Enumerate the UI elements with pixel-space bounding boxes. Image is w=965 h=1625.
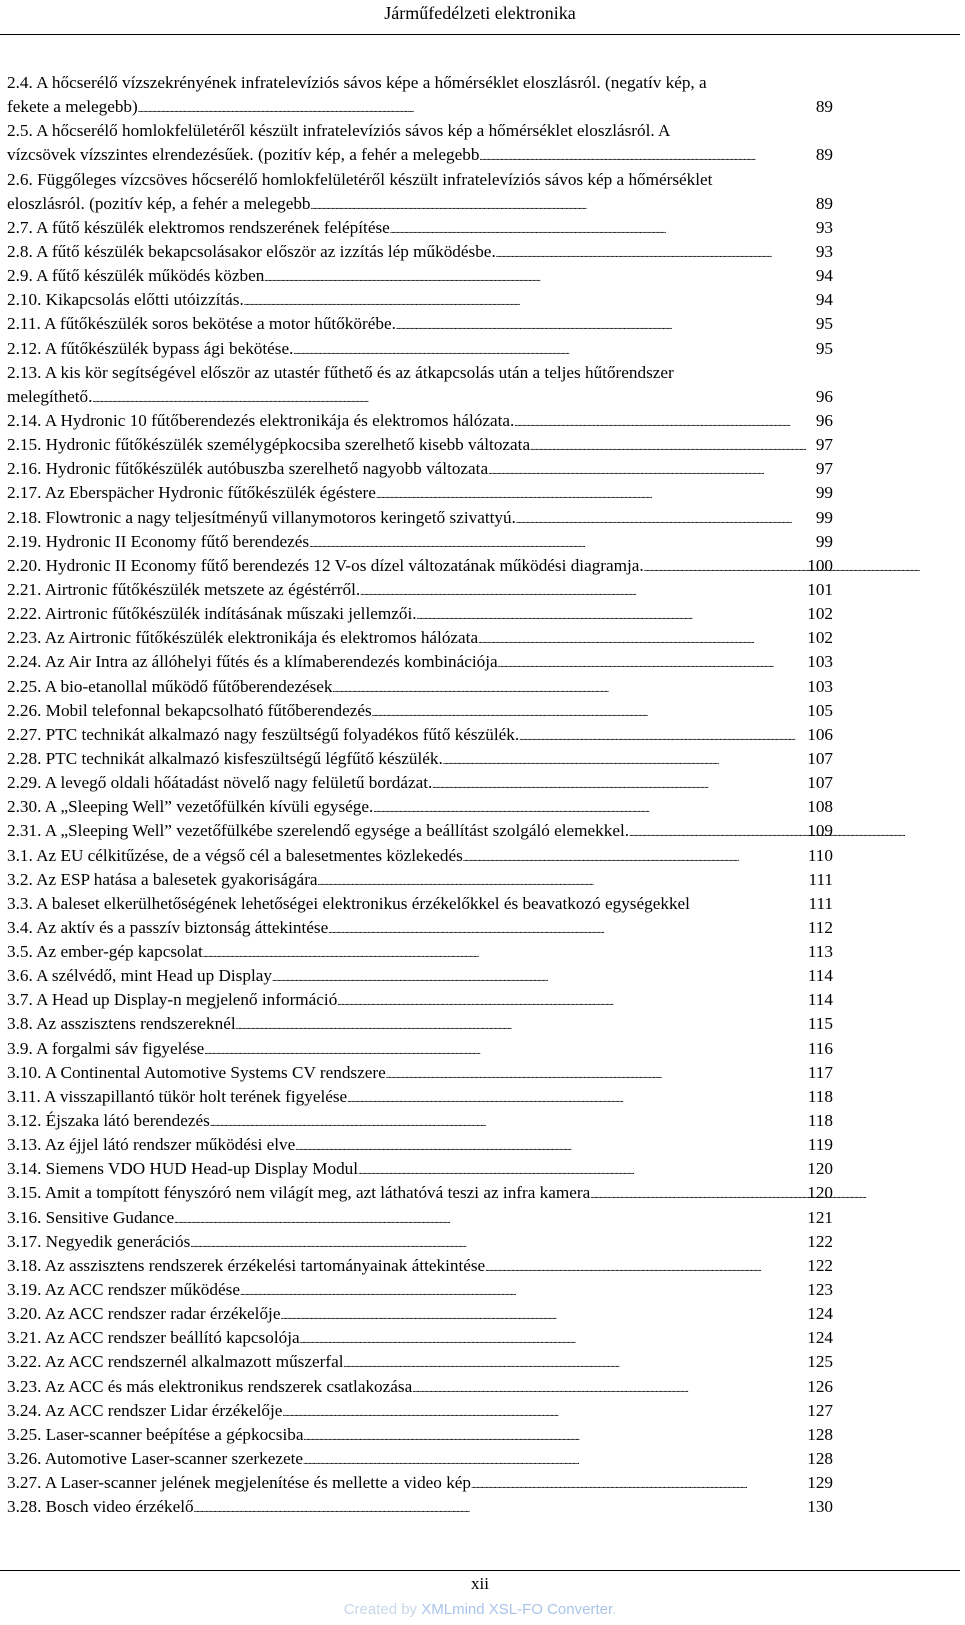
toc-entry-title: 3.20. Az ACC rendszer radar érzékelője [7, 1304, 281, 1324]
dot-leader [530, 433, 810, 459]
toc-page-number: 120 [807, 1159, 833, 1179]
converter-credit [0, 1601, 960, 1618]
toc-entry[interactable] [7, 1012, 833, 1036]
toc-page-number: 119 [807, 1135, 833, 1155]
dot-leader [92, 385, 809, 411]
dot-leader [303, 1447, 801, 1473]
toc-entry[interactable] [7, 1085, 833, 1109]
toc-entry-title: 3.3. A baleset elkerülhetőségének lehetőségei elektronikus érzékelőkkel és beavatkozó egységekkel [7, 893, 690, 913]
dot-leader [644, 554, 802, 580]
credit-brand-link[interactable]: XMLmind XSL-FO Converter [421, 1601, 613, 1618]
dot-leader [485, 1254, 801, 1280]
toc-page-number: 89 [815, 193, 833, 213]
dot-leader [463, 844, 802, 870]
toc-entry-title: 2.15. Hydronic fűtőkészülék személygépkocsiba szerelhető kisebb változata [7, 435, 531, 455]
toc-entry-title: 2.27. PTC technikát alkalmazó nagy feszültségű folyadékos fűtő készülék. [7, 724, 520, 744]
toc-entry[interactable] [7, 216, 833, 240]
toc-entry[interactable] [7, 288, 833, 312]
toc-entry[interactable] [7, 723, 833, 747]
toc-page-number: 99 [815, 531, 833, 551]
dot-leader [282, 1399, 801, 1425]
footer-rule [0, 1570, 960, 1571]
toc-entry[interactable] [7, 1037, 833, 1061]
toc-entry[interactable] [7, 457, 833, 481]
toc-entry-title: 2.7. A fűtő készülék elektromos rendszerének felépítése [7, 217, 390, 237]
toc-page-number: 123 [807, 1280, 833, 1300]
toc-entry[interactable] [7, 409, 833, 433]
toc-entry-title: 2.21. Airtronic fűtőkészülék metszete az égéstérről. [7, 579, 361, 599]
toc-page-number: 111 [808, 869, 833, 889]
toc-entry[interactable] [7, 1399, 833, 1423]
dot-leader [514, 409, 809, 435]
dot-leader [519, 723, 801, 749]
dot-leader [337, 988, 802, 1014]
toc-entry[interactable] [7, 650, 833, 674]
toc-page-number: 108 [807, 797, 833, 817]
toc-page-number: 95 [815, 338, 833, 358]
dot-leader [203, 940, 802, 966]
toc-entry-title: 2.23. Az Airtronic fűtőkészülék elektronikája és elektromos hálózata [7, 628, 479, 648]
toc-entry[interactable] [7, 1375, 833, 1399]
toc-entry-title: 3.26. Automotive Laser-scanner szerkezete [7, 1449, 304, 1469]
dot-leader [629, 819, 801, 845]
toc-entry[interactable] [7, 1254, 833, 1278]
toc-entry-title: 3.24. Az ACC rendszer Lidar érzékelője [7, 1400, 283, 1420]
toc-entry-title: 2.14. A Hydronic 10 fűtőberendezés elektronikája és elektromos hálózata. [7, 410, 515, 430]
dot-leader [194, 1495, 802, 1521]
toc-entry[interactable] [7, 1326, 833, 1350]
dot-leader [479, 143, 809, 169]
dot-leader [386, 1061, 802, 1087]
toc-entry-title: 2.11. A fűtőkészülék soros bekötése a motor hűtőkörébe. [7, 314, 396, 334]
toc-entry-title: 3.1. Az EU célkitűzése, de a végső cél a balesetmentes közlekedés [7, 845, 463, 865]
dot-leader [376, 481, 810, 507]
toc-page-number: 127 [807, 1400, 833, 1420]
dot-leader [516, 506, 810, 532]
toc-page-number: 93 [815, 241, 833, 261]
toc-entry[interactable] [7, 892, 833, 916]
page-number: xii [471, 1574, 489, 1593]
toc-entry[interactable] [7, 916, 833, 940]
toc-entry[interactable] [7, 699, 833, 723]
dot-leader [358, 1157, 801, 1183]
toc-page-number: 89 [815, 145, 833, 165]
dot-leader [295, 1133, 802, 1159]
toc-entry[interactable] [7, 1495, 833, 1519]
toc-entry-title: 2.22. Airtronic fűtőkészülék indításának műszaki jellemzői. [7, 604, 417, 624]
toc-page-number: 103 [807, 676, 833, 696]
dot-leader [590, 1181, 801, 1207]
toc-entry-title: 3.4. Az aktív és a passzív biztonság áttekintése [7, 917, 329, 937]
toc-entry[interactable] [7, 506, 833, 530]
dot-leader [244, 288, 810, 314]
toc-page-number: 118 [807, 1086, 833, 1106]
toc-entry-title: 3.17. Negyedik generációs [7, 1231, 191, 1251]
toc-entry-title: 2.30. A „Sleeping Well” vezetőfülkén kívüli egysége. [7, 797, 374, 817]
toc-entry-title: 3.16. Sensitive Gudance [7, 1207, 175, 1227]
toc-entry-title: 2.24. Az Air Intra az állóhelyi fűtés és a klímaberendezés kombinációja [7, 652, 498, 672]
toc-entry[interactable] [7, 771, 833, 795]
toc-entry-title: 2.5. A hőcserélő homlokfelületéről készült infratelevíziós sávos kép a hőmérséklet eloszlásról. A [7, 121, 671, 141]
toc-page-number: 115 [807, 1014, 833, 1034]
toc-entry-title: 3.28. Bosch video érzékelő [7, 1497, 194, 1517]
toc-entry-title: 2.26. Mobil telefonnal bekapcsolható fűtőberendezés [7, 700, 372, 720]
toc-entry-title: 3.2. Az ESP hatása a balesetek gyakoriságára [7, 869, 318, 889]
toc-entry[interactable] [7, 240, 833, 264]
toc-entry-title: 3.9. A forgalmi sáv figyelése [7, 1038, 205, 1058]
toc-page-number: 113 [807, 942, 833, 962]
toc-entry[interactable] [7, 1061, 833, 1085]
dot-leader [300, 1326, 802, 1352]
toc-entry[interactable] [7, 433, 833, 457]
toc-page-number: 97 [815, 435, 833, 455]
toc-entry-title: 2.6. Függőleges vízcsöves hőcserélő homlokfelületéről készült infratelevíziós sávos kép a hőmérséklet [7, 169, 713, 189]
toc-entry[interactable] [7, 1109, 833, 1133]
dot-leader [174, 1206, 801, 1232]
dot-leader [272, 964, 802, 990]
toc-entry-title: 3.6. A szélvédő, mint Head up Display [7, 966, 272, 986]
toc-page-number: 117 [807, 1062, 833, 1082]
toc-entry[interactable] [7, 1278, 833, 1302]
toc-page-number: 129 [807, 1473, 833, 1493]
toc-page-number: 96 [815, 410, 833, 430]
toc-page-number: 125 [807, 1352, 833, 1372]
toc-entry[interactable] [7, 337, 833, 361]
toc-page-number: 93 [815, 217, 833, 237]
toc-entry[interactable] [7, 602, 833, 626]
toc-entry[interactable] [7, 964, 833, 988]
dot-leader [412, 1375, 801, 1401]
dot-leader [360, 578, 801, 604]
toc-page-number: 99 [815, 483, 833, 503]
dot-leader [417, 602, 802, 628]
toc-page-number: 130 [807, 1497, 833, 1517]
toc-page-number: 97 [815, 459, 833, 479]
toc-entry-title: 2.10. Kikapcsolás előtti utóizzítás. [7, 290, 244, 310]
toc-entry-title: fekete a melegebb) [7, 97, 138, 117]
toc-page-number: 94 [815, 290, 833, 310]
dot-leader [280, 1302, 801, 1328]
toc-entry-title: 2.20. Hydronic II Economy fűtő berendezés 12 V-os dízel változatának működési diagramja. [7, 555, 644, 575]
toc-page-number: 124 [807, 1304, 833, 1324]
toc-entry-title: 3.15. Amit a tompított fényszóró nem világít meg, azt láthatóvá teszi az infra kamera [7, 1183, 591, 1203]
toc-entry-title: 3.13. Az éjjel látó rendszer működési elve [7, 1135, 296, 1155]
toc-page-number: 103 [807, 652, 833, 672]
toc-page-number: 100 [807, 555, 833, 575]
toc-page-number: 94 [815, 266, 833, 286]
toc-page-number: 102 [807, 628, 833, 648]
dot-leader [293, 337, 809, 363]
dot-leader [478, 626, 801, 652]
toc-entry[interactable] [7, 1230, 833, 1254]
toc-entry[interactable] [7, 530, 833, 554]
toc-entry-title: 3.23. Az ACC és más elektronikus rendszerek csatlakozása [7, 1376, 413, 1396]
toc-page-number: 102 [807, 604, 833, 624]
toc-entry[interactable] [7, 119, 833, 167]
dot-leader [328, 916, 802, 942]
toc-page-number: 106 [807, 724, 833, 744]
toc-entry[interactable] [7, 1423, 833, 1447]
dot-leader [309, 530, 810, 556]
toc-entry[interactable] [7, 795, 833, 819]
toc-entry[interactable] [7, 1157, 833, 1181]
toc-page-number: 122 [807, 1255, 833, 1275]
dot-leader [471, 1471, 801, 1497]
toc-entry-title: 3.14. Siemens VDO HUD Head-up Display Modul [7, 1159, 359, 1179]
toc-entry[interactable] [7, 675, 833, 699]
dot-leader [311, 192, 810, 218]
toc-entry-title: 2.25. A bio-etanollal működő fűtőberendezések [7, 676, 333, 696]
dot-leader [343, 1350, 801, 1376]
dot-leader [333, 675, 802, 701]
toc-entry-title: 3.10. A Continental Automotive Systems CV rendszere [7, 1062, 386, 1082]
toc-entry-title: 2.17. Az Eberspächer Hydronic fűtőkészülék égéstere [7, 483, 376, 503]
toc-entry[interactable] [7, 71, 833, 119]
dot-leader [264, 264, 810, 290]
toc-entry-title: 2.13. A kis kör segítségével először az utastér fűthető és az átkapcsolás után a teljes hűtőrendszer [7, 362, 674, 382]
toc-entry-title: 2.18. Flowtronic a nagy teljesítményű villanymotoros keringető szivattyú. [7, 507, 516, 527]
toc-page-number: 99 [815, 507, 833, 527]
toc-entry[interactable] [7, 868, 833, 892]
toc-entry[interactable] [7, 940, 833, 964]
toc-page-number: 105 [807, 700, 833, 720]
dot-leader [303, 1423, 801, 1449]
dot-leader [138, 95, 810, 121]
dot-leader [396, 312, 810, 338]
toc-page-number: 107 [807, 773, 833, 793]
toc-page-number: 101 [807, 579, 833, 599]
dot-leader [488, 457, 810, 483]
toc-page-number: 95 [815, 314, 833, 334]
toc-page-number: 111 [808, 893, 833, 913]
dot-leader [432, 771, 801, 797]
toc-entry-title: 3.18. Az asszisztens rendszerek érzékelési tartományainak áttekintése [7, 1255, 486, 1275]
toc-entry-title: 3.19. Az ACC rendszer működése [7, 1280, 240, 1300]
toc-page-number: 121 [807, 1207, 833, 1227]
toc-entry-title: 2.12. A fűtőkészülék bypass ági bekötése. [7, 338, 294, 358]
toc-page-number: 128 [807, 1424, 833, 1444]
dot-leader [390, 216, 810, 242]
toc-entry[interactable] [7, 1350, 833, 1374]
toc-entry[interactable] [7, 747, 833, 771]
dot-leader [190, 1230, 801, 1256]
toc-page-number: 96 [815, 386, 833, 406]
toc-entry-title: 3.12. Éjszaka látó berendezés [7, 1111, 210, 1131]
toc-page-number: 109 [807, 821, 833, 841]
toc-entry[interactable] [7, 1447, 833, 1471]
toc-entry[interactable] [7, 264, 833, 288]
toc-entry[interactable] [7, 312, 833, 336]
dot-leader [347, 1085, 802, 1111]
toc-entry[interactable] [7, 168, 833, 216]
toc-entry[interactable] [7, 626, 833, 650]
dot-leader [498, 650, 802, 676]
header-rule [0, 34, 960, 35]
toc-entry-title: 3.8. Az asszisztens rendszereknél [7, 1014, 236, 1034]
toc-page-number: 120 [807, 1183, 833, 1203]
credit-suffix: . [612, 1601, 617, 1618]
toc-page-number: 107 [807, 748, 833, 768]
toc-entry-title: 3.21. Az ACC rendszer beállító kapcsolója [7, 1328, 300, 1348]
dot-leader [443, 747, 801, 773]
toc-entry-title: 3.25. Laser-scanner beépítése a gépkocsiba [7, 1424, 304, 1444]
toc-entry[interactable] [7, 988, 833, 1012]
dot-leader [372, 699, 802, 725]
toc-entry[interactable] [7, 1181, 833, 1205]
toc-entry[interactable] [7, 1133, 833, 1157]
toc-entry[interactable] [7, 844, 833, 868]
toc-entry[interactable] [7, 1206, 833, 1230]
toc-entry-title: melegíthető. [7, 386, 93, 406]
dot-leader [240, 1278, 801, 1304]
dot-leader [373, 795, 801, 821]
toc-entry-title: 2.31. A „Sleeping Well” vezetőfülkébe szerelendő egysége a beállítást szolgáló elemekkel. [7, 821, 630, 841]
toc-entry[interactable] [7, 578, 833, 602]
toc-entry[interactable] [7, 481, 833, 505]
toc-page-number: 124 [807, 1328, 833, 1348]
toc-page-number: 89 [815, 97, 833, 117]
toc-entry-title: 3.27. A Laser-scanner jelének megjelenítése és mellette a video kép [7, 1473, 472, 1493]
toc-page-number: 112 [807, 917, 833, 937]
toc-page-number: 114 [807, 966, 833, 986]
table-of-figures [7, 71, 833, 1519]
dot-leader [496, 240, 810, 266]
toc-entry-title: eloszlásról. (pozitív kép, a fehér a melegebb [7, 193, 311, 213]
toc-entry[interactable] [7, 819, 833, 843]
dot-leader [318, 868, 803, 894]
dot-leader [236, 1012, 802, 1038]
toc-entry[interactable] [7, 1302, 833, 1326]
dot-leader [204, 1037, 802, 1063]
toc-page-number: 114 [807, 990, 833, 1010]
toc-page-number: 122 [807, 1231, 833, 1251]
toc-page-number: 118 [807, 1111, 833, 1131]
toc-entry-title: 2.8. A fűtő készülék bekapcsolásakor először az izzítás lép működésbe. [7, 241, 496, 261]
toc-entry-title: 2.4. A hőcserélő vízszekrényének infratelevíziós sávos képe a hőmérséklet eloszlásról. (negatív kép, a [7, 73, 707, 92]
toc-entry[interactable] [7, 1471, 833, 1495]
running-header: Járműfedélzeti elektronika [384, 3, 576, 23]
toc-entry[interactable] [7, 361, 833, 409]
toc-entry-title: 2.28. PTC technikát alkalmazó kisfeszültségű légfűtő készülék. [7, 748, 443, 768]
toc-entry-title: 2.29. A levegő oldali hőátadást növelő nagy felületű bordázat. [7, 773, 433, 793]
toc-entry-title: 3.5. Az ember-gép kapcsolat [7, 942, 203, 962]
toc-entry-title: vízcsövek vízszintes elrendezésűek. (pozitív kép, a fehér a melegebb [7, 145, 480, 165]
credit-prefix: Created by [343, 1601, 422, 1618]
toc-page-number: 128 [807, 1449, 833, 1469]
toc-entry-title: 3.22. Az ACC rendszernél alkalmazott műszerfal [7, 1352, 344, 1372]
toc-page-number: 126 [807, 1376, 833, 1396]
toc-entry-title: 2.9. A fűtő készülék működés közben [7, 266, 265, 286]
dot-leader [210, 1109, 802, 1135]
toc-page-number: 110 [807, 845, 833, 865]
toc-entry-title: 3.7. A Head up Display-n megjelenő információ [7, 990, 338, 1010]
toc-entry-title: 3.11. A visszapillantó tükör holt terének figyelése [7, 1086, 348, 1106]
toc-entry-title: 2.19. Hydronic II Economy fűtő berendezés [7, 531, 310, 551]
toc-page-number: 116 [807, 1038, 833, 1058]
toc-entry-title: 2.16. Hydronic fűtőkészülék autóbuszba szerelhető nagyobb változata [7, 459, 489, 479]
toc-entry[interactable] [7, 554, 833, 578]
